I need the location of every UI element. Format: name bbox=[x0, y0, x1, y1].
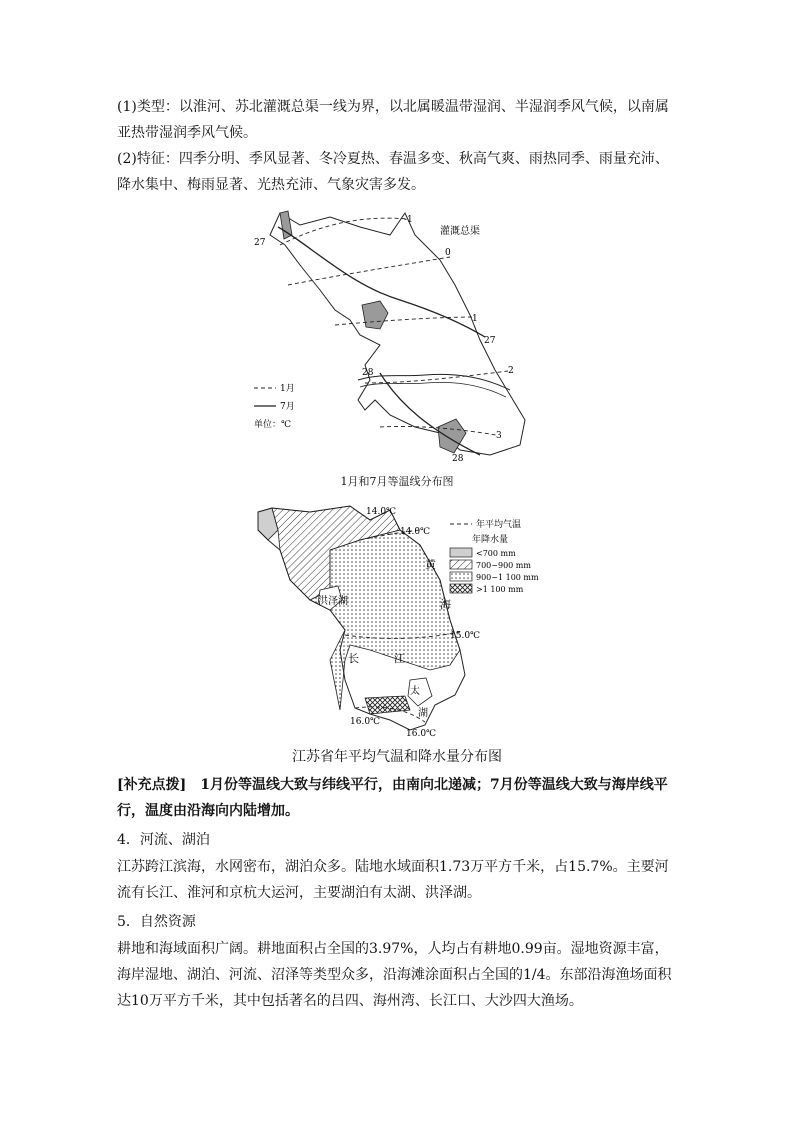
jan-isotherm-0 bbox=[288, 257, 450, 285]
label-0: 0 bbox=[445, 248, 451, 258]
legend-jan: 1月 bbox=[280, 384, 295, 394]
section5-body: 耕地和海域面积广阔。耕地面积占全国的3.97%，人均占有耕地0.99亩。湿地资源丰富，海岸湿地、湖泊、河流、沼泽等类型众多，沿海滩涂面积占全国的1/4。东部沿海渔场面积达10万平方千米，其中包括著名的吕四、海州湾、长江口、大沙四大渔场。 bbox=[117, 941, 672, 1009]
label-15: 15.0℃ bbox=[450, 631, 481, 641]
temp-precip-map bbox=[250, 500, 570, 740]
jul-isotherm-28 bbox=[380, 373, 480, 455]
label-16b: 16.0℃ bbox=[406, 729, 437, 739]
label-14b: 14.0℃ bbox=[400, 527, 431, 537]
label-tai: 太 bbox=[410, 686, 420, 697]
legend-precip-title: 年降水量 bbox=[472, 535, 509, 545]
label-27-east: 27 bbox=[484, 336, 496, 346]
legend-item-1: <700 mm bbox=[476, 549, 516, 558]
label-hai: 海 bbox=[440, 598, 451, 611]
label-2: 2 bbox=[508, 366, 514, 376]
supplement-text: 1月份等温线大致与纬线平行，由南向北递减；7月份等温线大致与海岸线平行，温度由沿海向内陆增加。 bbox=[117, 777, 668, 819]
section4-heading: 4．河流、湖泊 bbox=[117, 832, 210, 848]
province-outline bbox=[270, 213, 525, 455]
legend-item-3: 900~1 100 mm bbox=[476, 573, 539, 582]
map2-caption: 江苏省年平均气温和降水量分布图 bbox=[292, 749, 502, 765]
supplement-paragraph bbox=[117, 772, 679, 824]
zone-gt1100 bbox=[365, 696, 410, 714]
isotherm-map bbox=[240, 205, 560, 470]
legend-jul: 7月 bbox=[280, 402, 295, 412]
section5-heading: 5．自然资源 bbox=[117, 914, 196, 930]
label-14a: 14.0℃ bbox=[366, 507, 397, 517]
yangtze-river-bank bbox=[360, 382, 506, 397]
climate-features-paragraph: (2)特征：四季分明、季风显著、冬冷夏热、春温多变、秋高气爽、雨热同季、雨量充沛、降水集中、梅雨显著、光热充沛、气象灾害多发。 bbox=[117, 151, 669, 193]
legend-unit: 单位：℃ bbox=[254, 420, 292, 430]
legend-temp: 年平均气温 bbox=[476, 520, 522, 530]
section4-body: 江苏跨江滨海，水网密布，湖泊众多。陆地水域面积1.73万平方千米，占15.7%。主要河流有长江、淮河和京杭大运河，主要湖泊有太湖、洪泽湖。 bbox=[117, 859, 669, 901]
label-28-west: 28 bbox=[362, 368, 374, 378]
taihu-lake bbox=[438, 419, 466, 453]
label-28-south: 28 bbox=[452, 454, 464, 464]
supplement-tag: [补充点拨] bbox=[117, 777, 187, 793]
label-chang: 长 bbox=[348, 652, 359, 665]
label-hongze: 洪泽湖 bbox=[318, 596, 348, 607]
label-jiang: 江 bbox=[394, 652, 405, 665]
hongze-lake bbox=[362, 301, 388, 329]
label-canal: 灌溉总渠 bbox=[440, 226, 480, 237]
climate-type-paragraph: (1)类型：以淮河、苏北灌溉总渠一线为界，以北属暖温带湿润、半湿润季风气候，以南属亚热带湿润季风气候。 bbox=[117, 99, 669, 141]
label-hu: 湖 bbox=[418, 708, 428, 719]
label-3: 3 bbox=[496, 431, 502, 441]
label-16a: 16.0℃ bbox=[350, 717, 381, 727]
label-1: 1 bbox=[472, 314, 478, 324]
legend-item-4: >1 100 mm bbox=[476, 585, 524, 594]
zone-900-1100 bbox=[310, 530, 460, 710]
map1-caption: 1月和7月等温线分布图 bbox=[340, 475, 454, 488]
label-27-west: 27 bbox=[254, 238, 266, 248]
label-minus1: -1 bbox=[404, 215, 413, 225]
legend-item-2: 700~900 mm bbox=[476, 561, 531, 570]
label-huang: 黄 bbox=[425, 558, 436, 571]
